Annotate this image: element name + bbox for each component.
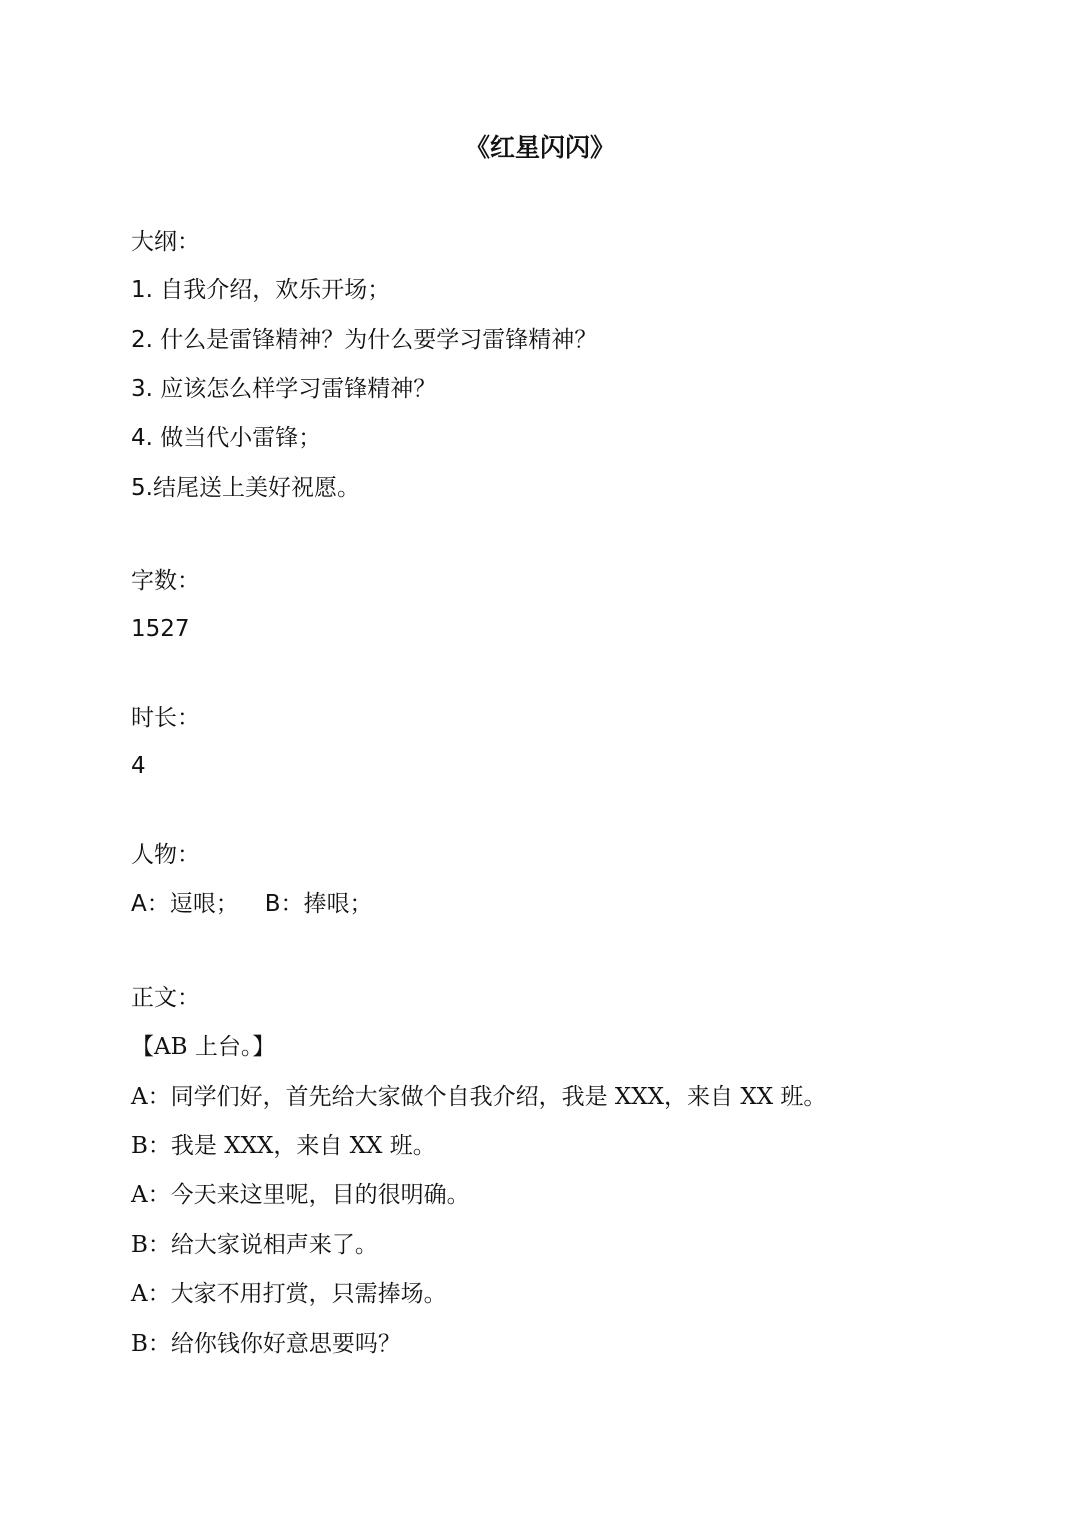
characters-line <box>131 884 373 924</box>
outline-item-5: 5.结尾送上美好祝愿。 <box>131 475 360 501</box>
body-line-1: 【AB 上台。】 <box>131 1034 276 1060</box>
outline-heading: 大纲： <box>131 229 200 255</box>
body-heading: 正文： <box>131 985 200 1011</box>
body-line-4: A：今天来这里呢，目的很明确。 <box>131 1182 470 1208</box>
body-line-3: B：我是 XXX，来自 XX 班。 <box>131 1133 436 1159</box>
outline-item-1: 1. 自我介绍，欢乐开场； <box>131 277 391 303</box>
outline-item-3: 3. 应该怎么样学习雷锋精神？ <box>131 376 437 402</box>
word-count-heading: 字数： <box>131 568 200 594</box>
body-line-5: B：给大家说相声来了。 <box>131 1232 378 1258</box>
body-line-2: A：同学们好，首先给大家做个自我介绍，我是 XXX，来自 XX 班。 <box>131 1084 827 1110</box>
body-line-6: A：大家不用打赏，只需捧场。 <box>131 1281 447 1307</box>
body-line-7: B：给你钱你好意思要吗？ <box>131 1331 401 1357</box>
outline-item-2: 2. 什么是雷锋精神？为什么要学习雷锋精神？ <box>131 327 598 353</box>
characters-heading: 人物： <box>131 842 200 868</box>
character-a: A：逗哏； <box>131 891 239 917</box>
outline-item-4: 4. 做当代小雷锋； <box>131 425 322 451</box>
word-count-value: 1527 <box>131 616 190 642</box>
duration-value: 4 <box>131 753 146 779</box>
document-title: 《红星闪闪》 <box>464 133 615 162</box>
character-b: B：捧哏； <box>264 891 373 917</box>
duration-heading: 时长： <box>131 705 200 731</box>
